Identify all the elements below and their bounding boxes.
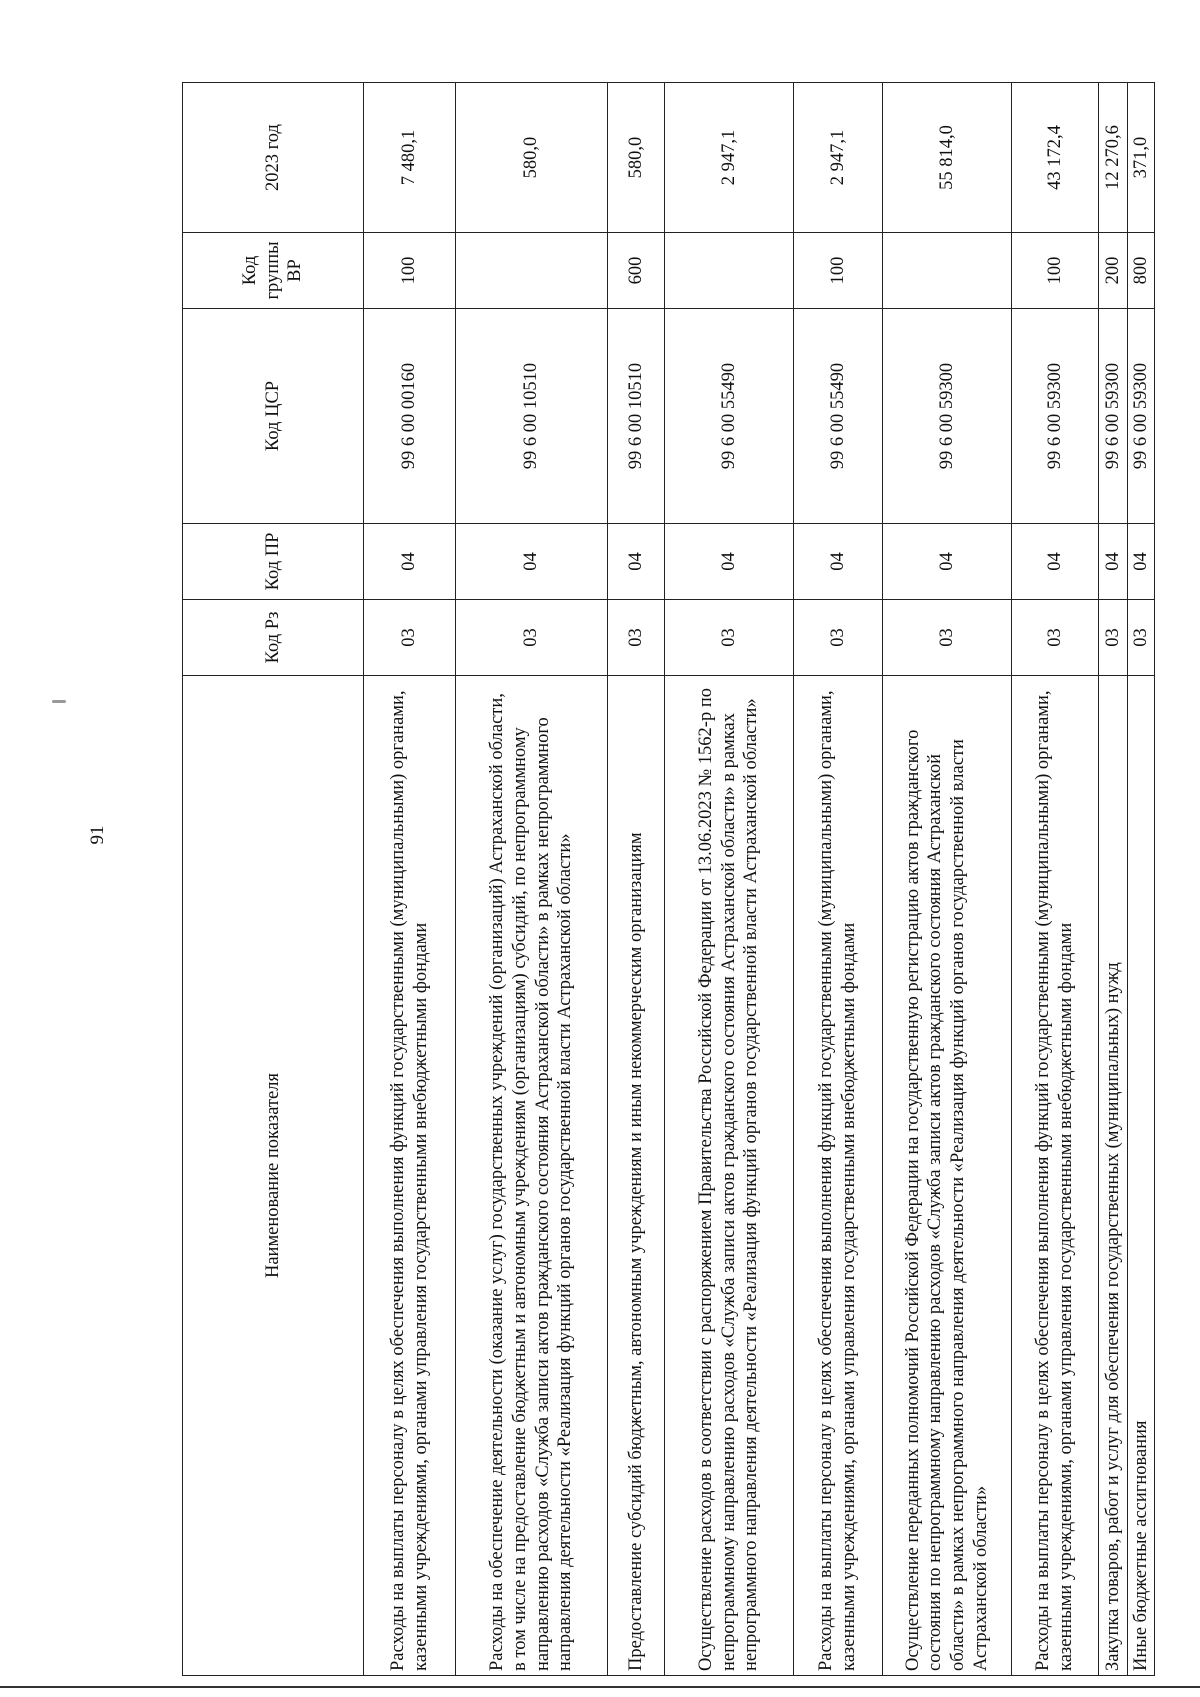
row-sum: 12 270,6 [1099,83,1128,233]
table-row [883,83,1012,1676]
row-sum: 580,0 [608,83,665,233]
table-row [1099,83,1128,1676]
row-rz: 03 [608,600,665,676]
row-vr: 100 [1012,233,1099,309]
row-vr: 200 [1099,233,1128,309]
header-sum: 2023 год [183,83,364,233]
budget-table [182,82,1155,1676]
row-name: Осуществление расходов в соответствии с распоряжением Правительства Российской Федерации от 13.06.2023 № 1562-р по непрограммному направлению расходов «Служба записи актов гражданского состояния Астраханской области» в рамках непрограммного направления деятельности «Реализация функций органов государственной власти Астраханской области» [665,676,794,1676]
row-pr: 04 [1012,524,1099,600]
row-pr: 04 [1099,524,1128,600]
row-csr: 99 6 00 59300 [1128,309,1155,524]
row-sum: 371,0 [1128,83,1155,233]
row-vr [883,233,1012,309]
budget-table-container [182,83,1151,1676]
row-name: Расходы на выплаты персоналу в целях обеспечения выполнения функций государственными (муниципальными) органами, казенными учреждениями, органами управления государственными внебюджетными фондами [1012,676,1099,1676]
header-pr: Код ПР [183,524,364,600]
row-csr: 99 6 00 55490 [794,309,883,524]
table-row [608,83,665,1676]
row-rz: 03 [665,600,794,676]
row-name: Расходы на выплаты персоналу в целях обеспечения выполнения функций государственными (муниципальными) органами, казенными учреждениями, органами управления государственными внебюджетными фондами [794,676,883,1676]
header-vr: Код группы ВР [183,233,364,309]
row-rz: 03 [1099,600,1128,676]
row-pr: 04 [456,524,608,600]
row-csr: 99 6 00 55490 [665,309,794,524]
row-rz: 03 [794,600,883,676]
row-name: Предоставление субсидий бюджетным, автономным учреждениям и иным некоммерческим организациям [608,676,665,1676]
row-pr: 04 [883,524,1012,600]
row-vr: 100 [794,233,883,309]
row-sum: 2 947,1 [794,83,883,233]
row-pr: 04 [1128,524,1155,600]
row-pr: 04 [665,524,794,600]
row-rz: 03 [456,600,608,676]
row-pr: 04 [608,524,665,600]
row-csr: 99 6 00 59300 [1012,309,1099,524]
scan-speck [52,700,66,703]
row-sum: 7 480,1 [364,83,456,233]
row-sum: 2 947,1 [665,83,794,233]
table-row [456,83,608,1676]
row-rz: 03 [364,600,456,676]
row-rz: 03 [1128,600,1155,676]
row-vr [456,233,608,309]
row-sum: 580,0 [456,83,608,233]
row-name: Закупка товаров, работ и услуг для обеспечения государственных (муниципальных) нужд [1099,676,1128,1676]
row-vr: 100 [364,233,456,309]
row-name: Расходы на обеспечение деятельности (оказание услуг) государственных учреждений (организаций) Астраханской области, в том числе на предоставление бюджетным и автономным учреждениям (организациям) субсидий, по непрограммному направлению расходов «Служба записи актов гражданского состояния Астраханской области» в рамках непрограммного направления деятельности «Реализация функций органов государственной власти Астраханской области» [456,676,608,1676]
row-csr: 99 6 00 59300 [1099,309,1128,524]
row-sum: 55 814,0 [883,83,1012,233]
row-sum: 43 172,4 [1012,83,1099,233]
row-pr: 04 [794,524,883,600]
row-name: Иные бюджетные ассигнования [1128,676,1155,1676]
table-row [1012,83,1099,1676]
row-csr: 99 6 00 10510 [608,309,665,524]
header-name: Наименование показателя [183,676,364,1676]
scan-bottom-edge [0,1686,1200,1688]
row-csr: 99 6 00 00160 [364,309,456,524]
row-pr: 04 [364,524,456,600]
table-row [1128,83,1155,1676]
table-row [665,83,794,1676]
row-vr: 800 [1128,233,1155,309]
table-row [364,83,456,1676]
row-csr: 99 6 00 10510 [456,309,608,524]
row-vr [665,233,794,309]
header-row [183,83,364,1676]
row-name: Расходы на выплаты персоналу в целях обеспечения выполнения функций государственными (муниципальными) органами, казенными учреждениями, органами управления государственными внебюджетными фондами [364,676,456,1676]
header-rz: Код Рз [183,600,364,676]
row-rz: 03 [1012,600,1099,676]
row-name: Осуществление переданных полномочий Российской Федерации на государственную регистрацию актов гражданского состояния по непрограммному направлению расходов «Служба записи актов гражданского состояния Астраханской области» в рамках непрограммного направления деятельности «Реализация функций органов государственной власти Астраханской области» [883,676,1012,1676]
table-row [794,83,883,1676]
header-csr: Код ЦСР [183,309,364,524]
page-number: 91 [87,825,108,845]
row-csr: 99 6 00 59300 [883,309,1012,524]
row-rz: 03 [883,600,1012,676]
row-vr: 600 [608,233,665,309]
